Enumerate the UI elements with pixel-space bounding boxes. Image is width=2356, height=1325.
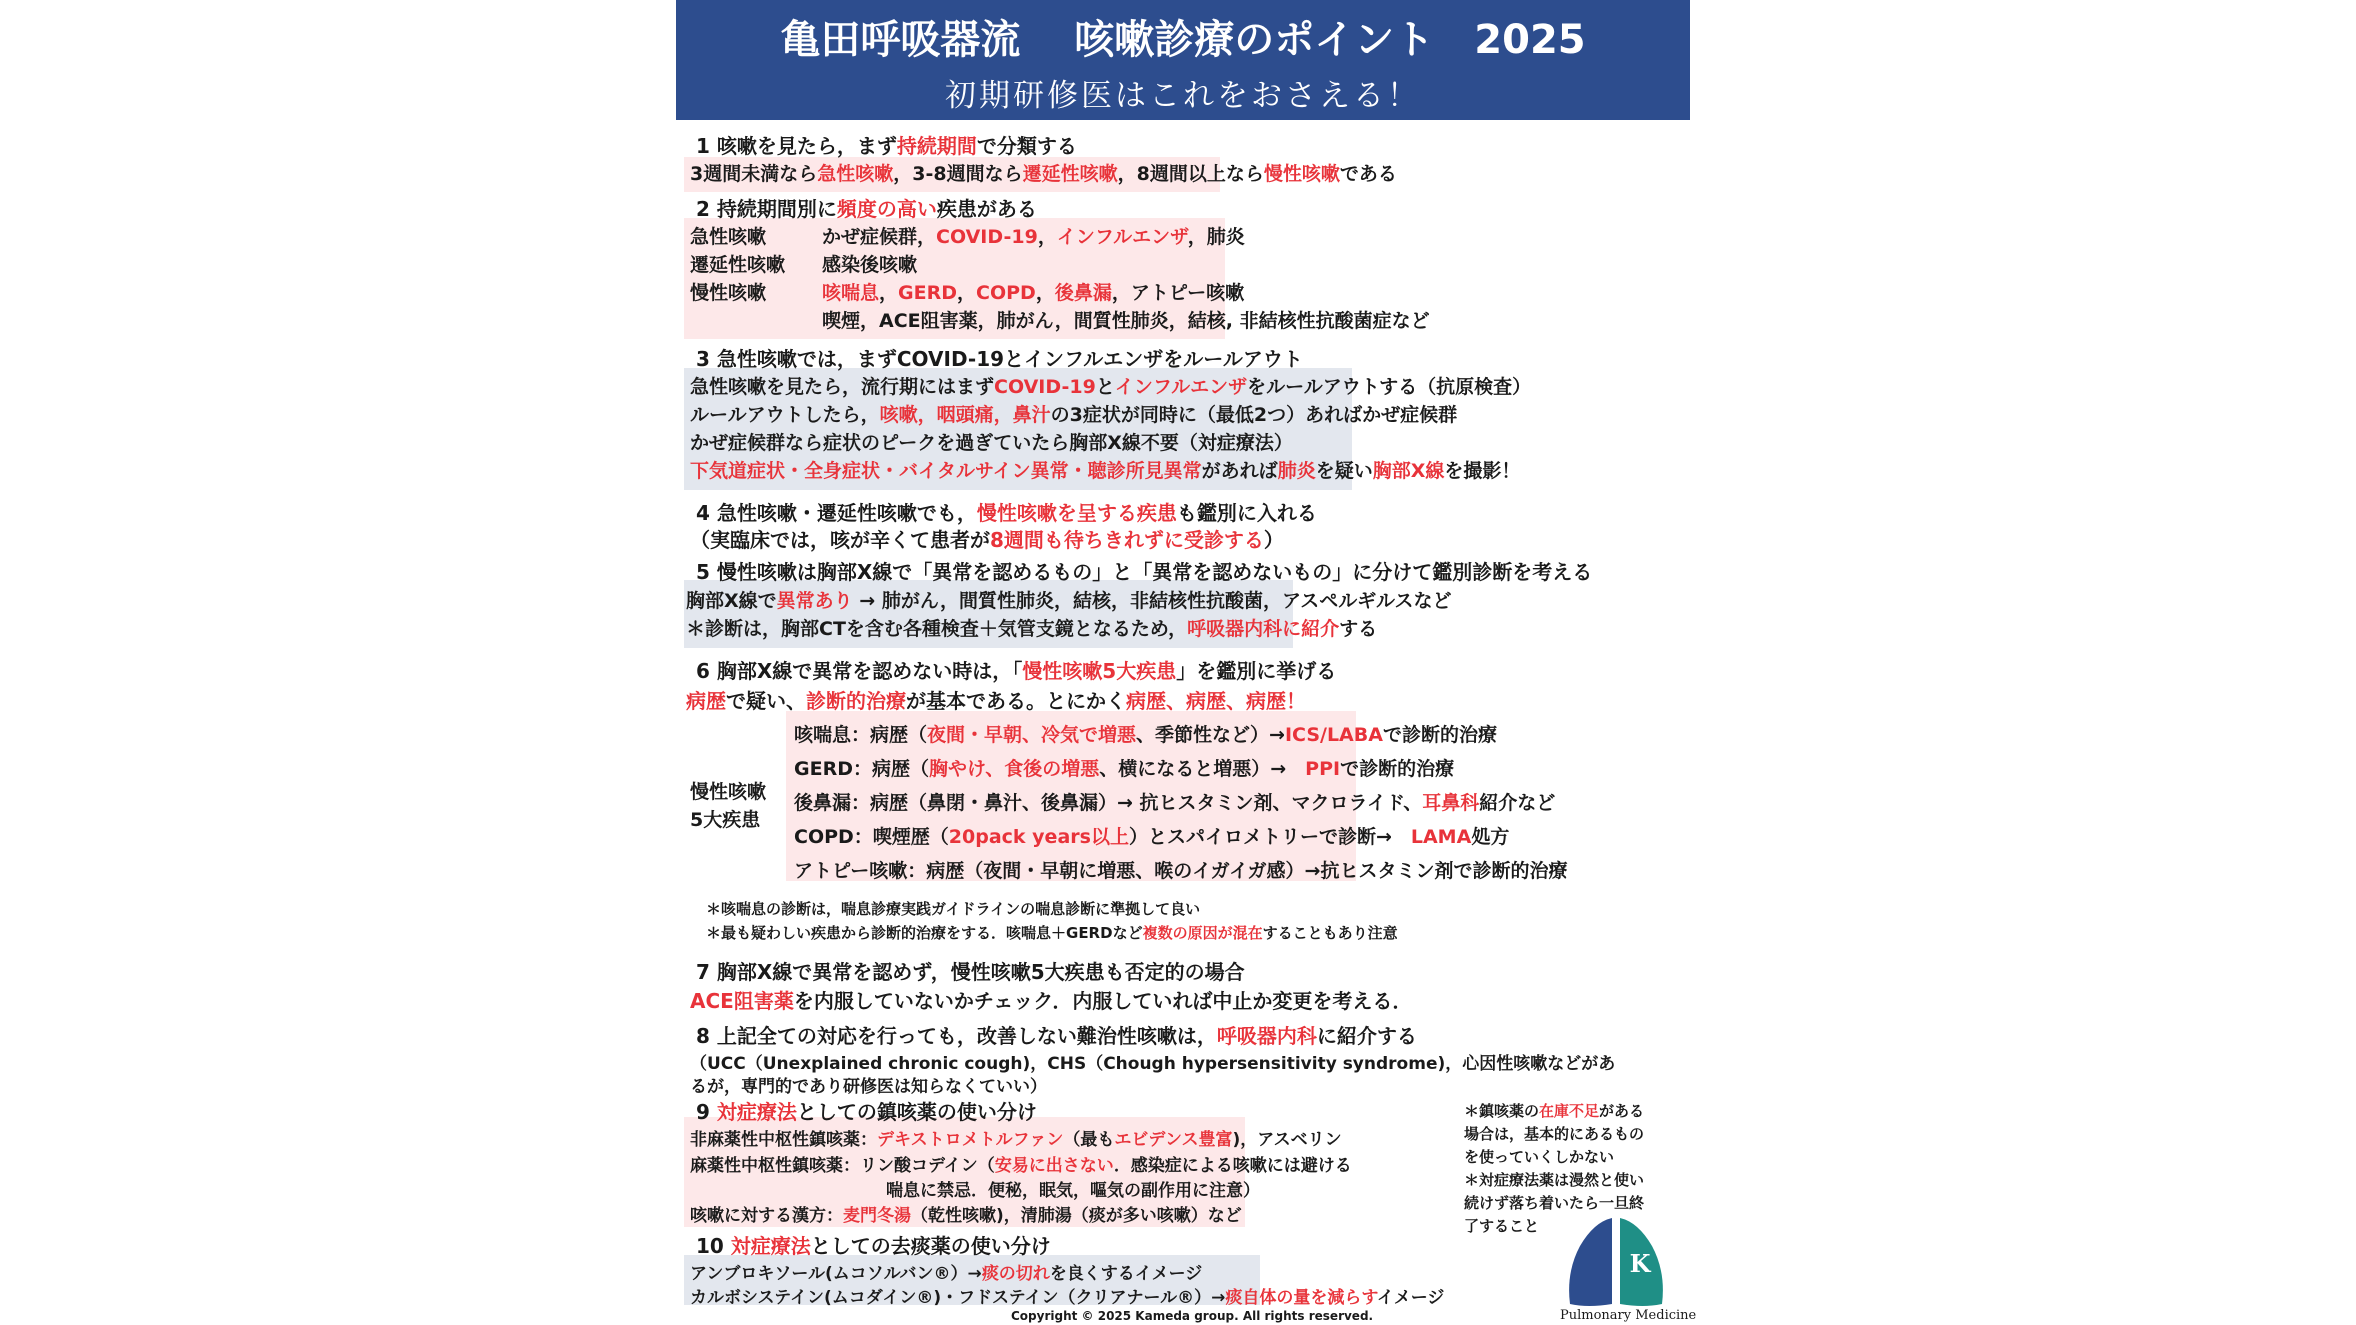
text: 9	[696, 1100, 717, 1124]
side-note-line-3: を使っていくしかない	[1464, 1148, 1615, 1166]
text: 8 上記全ての対応を行っても，改善しない難治性咳嗽は，	[696, 1024, 1217, 1048]
text-highlight: 持続期間	[896, 134, 977, 158]
text-highlight: 異常あり	[776, 590, 853, 612]
section-6-heading	[696, 655, 1336, 684]
text: 急性咳嗽を見たら，流行期にはまず	[690, 376, 995, 398]
side-note-line-4: ＊対症療法薬は漫然と使い	[1464, 1171, 1645, 1189]
section-3-heading	[696, 343, 1303, 372]
text-highlight: 遷延性咳嗽	[1022, 163, 1118, 185]
text: 4 急性咳嗽・遷延性咳嗽でも，	[696, 501, 977, 525]
text: を撮影！	[1444, 460, 1521, 482]
section-1-line-1	[690, 159, 1397, 186]
text-highlight: ICS/LABA	[1284, 724, 1383, 746]
text-highlight: ACE阻害薬	[690, 989, 794, 1013]
text-highlight: 安易に出さない	[994, 1156, 1114, 1176]
text: 、季節性など）→	[1136, 724, 1285, 746]
text-highlight: デキストロメトルファン	[877, 1130, 1064, 1150]
section-4-line-1	[690, 524, 1284, 553]
text: 3週間未満なら	[690, 163, 818, 185]
text-highlight: 下気道症状・全身症状・バイタルサイン異常・聴診所見異常	[690, 460, 1202, 482]
text: する	[1339, 618, 1378, 640]
section-10-line-1	[690, 1259, 1202, 1284]
text: 疾患がある	[936, 197, 1037, 221]
text: ）とスパイロメトリーで診断→	[1128, 826, 1411, 848]
section-9-line-4	[690, 1201, 1242, 1226]
text: 紹介など	[1479, 792, 1556, 814]
text: に紹介する	[1316, 1024, 1417, 1048]
disease-row-cough-asthma	[794, 720, 1497, 747]
text: 咳嗽に対する漢方：	[690, 1206, 843, 1226]
text: 非麻薬性中枢性鎮咳薬：	[690, 1130, 877, 1150]
text: 7 胸部X線で異常を認めず，慢性咳嗽5大疾患も否定的の場合	[696, 960, 1245, 984]
text: で診断的治療	[1340, 758, 1455, 780]
text: を疑い	[1315, 460, 1373, 482]
text: としての去痰薬の使い分け	[810, 1234, 1051, 1258]
text-highlight: 病歴、病歴、病歴！	[1126, 689, 1306, 713]
text: （UCC（Unexplained chronic cough)，CHS（Chough hypersensitivity syndrome)，心因性咳嗽などがあ	[690, 1054, 1616, 1074]
text-highlight: COVID-19	[994, 376, 1096, 398]
side-note-line-1	[1464, 1100, 1644, 1121]
kameda-pulmonary-logo	[1560, 1212, 1697, 1323]
text: ＊診断は，胸部CTを含む各種検査＋気管支鏡となるため，	[686, 618, 1188, 640]
text: 6 胸部X線で異常を認めない時は，「	[696, 659, 1023, 683]
section-8-heading	[696, 1020, 1417, 1049]
text-highlight: 痰の切れ	[981, 1264, 1050, 1284]
section-10-line-2	[690, 1283, 1444, 1308]
text: 10	[696, 1234, 731, 1258]
text-highlight: 呼吸器内科に紹介	[1187, 618, 1340, 640]
text-highlight: 胸部X線	[1372, 460, 1445, 482]
text: と	[1095, 376, 1115, 398]
section-6-note-2	[706, 922, 1398, 943]
logo-caption: Pulmonary Medicine	[1560, 1308, 1697, 1323]
section-6-note-1	[706, 898, 1200, 919]
text: 喫煙，ACE阻害薬，肺がん，間質性肺炎，結核, 非結核性抗酸菌症など	[822, 310, 1430, 332]
text: 感染後咳嗽	[822, 254, 918, 276]
text: である	[1339, 163, 1397, 185]
text: ，	[1037, 226, 1057, 248]
text: ルールアウトしたら，	[690, 404, 880, 426]
s2-row-acute	[822, 222, 1245, 249]
text: ＊咳喘息の診断は，喘息診療実践ガイドラインの喘息診断に準拠して良い	[706, 900, 1201, 918]
text: 5 慢性咳嗽は胸部X線で「異常を認めるもの」と「異常を認めないもの」に分けて鑑別診断を考える	[696, 560, 1593, 584]
text: が基本である。とにかく	[906, 689, 1126, 713]
text-highlight: COVID-19	[936, 226, 1038, 248]
text: ，	[957, 282, 977, 304]
section-5-heading	[696, 556, 1592, 585]
text-highlight: インフルエンザ	[1114, 376, 1248, 398]
text-highlight: LAMA	[1410, 826, 1472, 848]
text: で診断的治療	[1382, 724, 1497, 746]
text: をルールアウトする（抗原検査）	[1247, 376, 1532, 398]
text: 」を鑑別に挙げる	[1176, 659, 1337, 683]
text: ＊鎮咳薬の	[1464, 1102, 1540, 1120]
disease-row-copd	[794, 822, 1509, 849]
section-3-line-3	[690, 428, 1293, 455]
s2-row-prolonged	[822, 250, 917, 277]
s2-row-chronic-other	[822, 306, 1430, 333]
text: 処方	[1471, 826, 1510, 848]
disease-row-atopic-cough	[794, 856, 1567, 883]
section-10-heading	[696, 1230, 1051, 1259]
text-highlight: 8週間も待ちきれずに受診する	[990, 528, 1264, 552]
side-note-line-5: 続けず落ち着いたら一旦終	[1464, 1194, 1645, 1212]
five-diseases-label-line-1: 慢性咳嗽	[690, 781, 767, 803]
text: 1 咳嗽を見たら，まず	[696, 134, 897, 158]
text: （実臨床では，咳が辛くて患者が	[690, 528, 990, 552]
lungs-logo-icon	[1566, 1212, 1666, 1308]
text: ，8週間以上なら	[1117, 163, 1264, 185]
text-highlight: 在庫不足	[1539, 1102, 1600, 1120]
text-highlight: 肺炎	[1277, 460, 1316, 482]
text-highlight: 慢性咳嗽	[1263, 163, 1340, 185]
s2-label-chronic: 慢性咳嗽	[690, 282, 767, 304]
text: かぜ症候群，	[822, 226, 937, 248]
text: アンブロキソール(ムコソルバン®）→	[690, 1264, 982, 1284]
section-5-line-2	[686, 614, 1377, 641]
text-highlight: 耳鼻科	[1422, 792, 1480, 814]
text-highlight: インフルエンザ	[1056, 226, 1188, 248]
text: を良くするイメージ	[1049, 1264, 1203, 1284]
text: 2 持続期間別に	[696, 197, 837, 221]
text-highlight: 夜間・早朝、冷気で増悪	[927, 724, 1137, 746]
side-note-line-2: 場合は，基本的にあるもの	[1464, 1125, 1645, 1143]
text: 咳喘息：病歴（	[794, 724, 928, 746]
section-3-line-4	[690, 456, 1520, 483]
text-highlight: 慢性咳嗽を呈する疾患	[976, 501, 1177, 525]
s2-label-prolonged: 遷延性咳嗽	[690, 254, 786, 276]
text: COPD：喫煙歴（	[794, 826, 949, 848]
text-highlight: 対症療法	[730, 1234, 811, 1258]
page-subtitle: 初期研修医はこれをおさえる！	[945, 78, 1421, 114]
section-5-line-1	[686, 586, 1451, 613]
text: 、横になると増悪）→	[1099, 758, 1306, 780]
text: がある	[1599, 1102, 1645, 1120]
text: イメージ	[1376, 1288, 1445, 1308]
text-highlight: 痰自体の量を減らす	[1225, 1288, 1377, 1308]
text-highlight: 頻度の高い	[836, 197, 937, 221]
section-3-line-1	[690, 372, 1531, 399]
text-highlight: エビデンス豊富	[1114, 1130, 1233, 1150]
text: 麻薬性中枢性鎮咳薬：リン酸コデイン（	[690, 1156, 995, 1176]
text-highlight: 慢性咳嗽5大疾患	[1022, 659, 1177, 683]
text: るが，専門的であり研修医は知らなくていい）	[690, 1077, 1047, 1097]
text-highlight: 咳嗽，咽頭痛，鼻汁	[879, 404, 1051, 426]
text: で分類する	[976, 134, 1077, 158]
section-9-line-2	[690, 1151, 1352, 1176]
section-9-heading	[696, 1096, 1037, 1125]
text: 喘息に禁忌．便秘，眠気，嘔気の副作用に注意）	[886, 1181, 1260, 1201]
s2-row-chronic	[822, 278, 1244, 305]
text: の3症状が同時に（最低2つ）あればかぜ症候群	[1050, 404, 1458, 426]
section-7-line-1	[690, 985, 1412, 1014]
text: ，3-8週間なら	[893, 163, 1023, 185]
text: （最も	[1063, 1130, 1115, 1150]
text: があれば	[1201, 460, 1278, 482]
text: ，	[1035, 282, 1055, 304]
poster	[676, 0, 1697, 1325]
text: かぜ症候群なら症状のピークを過ぎていたら胸部X線不要（対症療法）	[690, 432, 1293, 454]
text-highlight: 複数の原因が混在	[1142, 924, 1263, 942]
text-highlight: 麦門冬湯	[843, 1206, 911, 1226]
section-9-line-1	[690, 1125, 1342, 1150]
text-highlight: 咳喘息	[822, 282, 880, 304]
text-highlight: 対症療法	[716, 1100, 797, 1124]
s2-label-acute: 急性咳嗽	[690, 226, 767, 248]
text-highlight: GERD	[898, 282, 958, 304]
text-highlight: 20pack years以上	[948, 826, 1129, 848]
text: カルボシステイン(ムコダイン®)・フドステイン（クリアナール®）→	[690, 1288, 1226, 1308]
text: ，	[879, 282, 899, 304]
text: → 肺がん，間質性肺炎，結核，非結核性抗酸菌，アスペルギルスなど	[852, 590, 1452, 612]
section-4-heading	[696, 497, 1317, 526]
text: で疑い、	[726, 689, 806, 713]
text: としての鎮咳薬の使い分け	[796, 1100, 1037, 1124]
disease-row-postnasal-drip	[794, 788, 1555, 815]
section-6-line-1	[686, 685, 1306, 714]
text-highlight: 胸やけ、食後の増悪	[928, 758, 1100, 780]
text: ，アトピー咳嗽	[1111, 282, 1245, 304]
text: )，アスベリン	[1232, 1130, 1342, 1150]
copyright: Copyright © 2025 Kameda group. All rights reserved.	[1011, 1309, 1374, 1323]
text-highlight: 後鼻漏	[1054, 282, 1112, 304]
text: を内服していないかチェック．内服していれば中止か変更を考える．	[793, 989, 1413, 1013]
text: ，肺炎	[1187, 226, 1245, 248]
text: 3 急性咳嗽では，まずCOVID-19とインフルエンザをルールアウト	[696, 347, 1303, 371]
five-diseases-label-line-2: 5大疾患	[690, 809, 761, 831]
section-3-line-2	[690, 400, 1457, 427]
text-highlight: 呼吸器内科	[1216, 1024, 1317, 1048]
section-8-line-1	[690, 1049, 1615, 1074]
side-note-line-6: 了すること	[1464, 1217, 1540, 1235]
text-highlight: COPD	[976, 282, 1036, 304]
text: 後鼻漏：病歴（鼻閉・鼻汁、後鼻漏）→ 抗ヒスタミン剤、マクロライド、	[794, 792, 1423, 814]
text-highlight: 診断的治療	[806, 689, 906, 713]
text-highlight: 病歴	[686, 689, 726, 713]
text: 胸部X線で	[686, 590, 777, 612]
page-title: 亀田呼吸器流 咳嗽診療のポイント 2025	[780, 17, 1586, 63]
text: も鑑別に入れる	[1176, 501, 1317, 525]
header-banner	[676, 0, 1690, 120]
logo-letter: K	[1629, 1249, 1651, 1278]
text: アトピー咳嗽：病歴（夜間・早朝に増悪、喉のイガイガ感）→抗ヒスタミン剤で診断的治療	[794, 860, 1568, 882]
text: することもあり注意	[1262, 924, 1398, 942]
text: ＊最も疑わしい疾患から診断的治療をする．咳喘息＋GERDなど	[706, 924, 1143, 942]
section-1-heading	[696, 130, 1077, 159]
section-8-line-2	[690, 1072, 1047, 1097]
text: GERD：病歴（	[794, 758, 929, 780]
text-highlight: PPI	[1305, 758, 1341, 780]
section-9-line-3	[886, 1176, 1260, 1201]
section-2-heading	[696, 193, 1037, 222]
text-highlight: 急性咳嗽	[817, 163, 894, 185]
text: ．感染症による咳嗽には避ける	[1113, 1156, 1352, 1176]
section-7-heading	[696, 956, 1245, 985]
text: （乾性咳嗽)，清肺湯（痰が多い咳嗽）など	[911, 1206, 1242, 1226]
text: ）	[1263, 528, 1284, 552]
disease-row-gerd	[794, 754, 1454, 781]
